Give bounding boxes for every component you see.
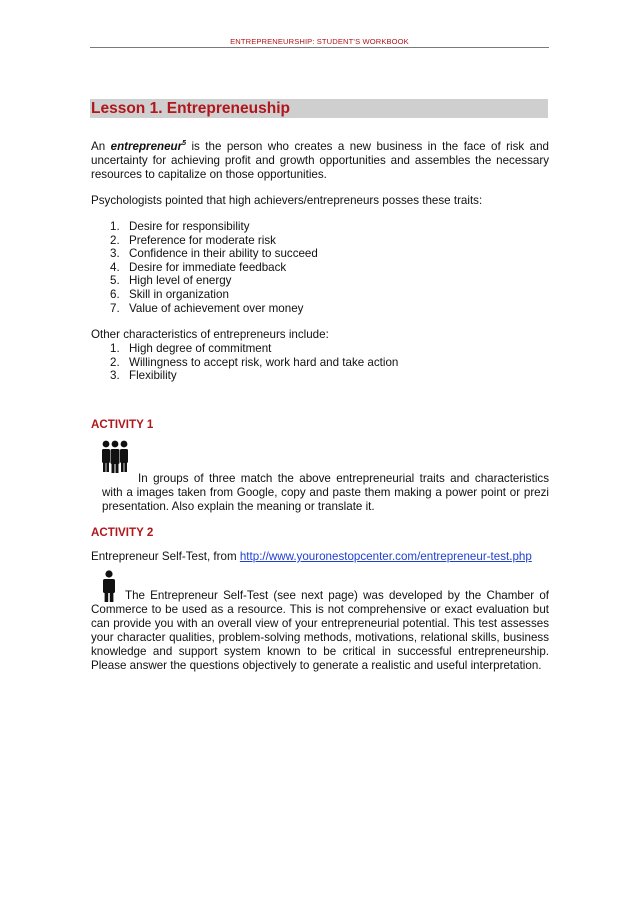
source-prefix: Entrepreneur Self-Test, from <box>91 550 237 563</box>
list-item: 5. High level of energy <box>110 274 232 288</box>
list-item: 4. Desire for immediate feedback <box>110 260 287 274</box>
list-item: 3. Confidence in their ability to succeed <box>110 247 318 261</box>
intro-definition: is the person who creates a new business in the face of risk and uncertainty for achieving profit and growth opportunities and assembles the necessary resources to capitalize on those opportunities. <box>91 140 549 181</box>
lesson-title: Lesson 1. Entrepreneuship <box>90 99 548 118</box>
activity-1-heading: ACTIVITY 1 <box>91 418 154 431</box>
list-item: 2. Preference for moderate risk <box>110 233 276 247</box>
activity-2-text: The Entrepreneur Self-Test (see next page) was developed by the Chamber of Commerce to be used as a resource. This is not comprehensive or exact evaluation but can provide you with an overall view of your entrepreneurial potential. This test assesses your character qualities, problem-solving methods, motivations, relational skills, business knowledge and support system known to be critical in successful entrepreneurship. Please answer the questions objectively to generate a realistic and useful interpretation. <box>91 589 549 672</box>
source-link[interactable]: http://www.youronestopcenter.com/entrepreneur-test.php <box>239 550 532 563</box>
footnote-mark: 5 <box>182 140 187 147</box>
list-item: 7. Value of achievement over money <box>110 301 304 315</box>
traits-list <box>110 220 318 315</box>
activity-2-heading: ACTIVITY 2 <box>91 526 154 539</box>
entrepreneur-term: entrepreneur <box>110 140 183 153</box>
list-item: 2. Willingness to accept risk, work hard and take action <box>110 355 399 369</box>
header-rule <box>90 47 549 48</box>
running-header: ENTREPRENEURSHIP: STUDENT’S WORKBOOK <box>230 37 409 46</box>
intro-paragraph <box>91 140 549 182</box>
other-characteristics-list <box>110 342 398 383</box>
list-item: 3. Flexibility <box>110 369 177 383</box>
activity-2-source <box>91 550 549 564</box>
intro-prefix: An <box>91 140 106 153</box>
list-item: 1. High degree of commitment <box>110 342 272 355</box>
traits-lead: Psychologists pointed that high achievers/entrepreneurs posses these traits: <box>91 194 483 207</box>
activity-1-text: In groups of three match the above entrepreneurial traits and characteristics with a images taken from Google, copy and paste them making a power point or prezi presentation. Also explain the meaning or translate it. <box>102 472 549 513</box>
other-lead: Other characteristics of entrepreneurs include: <box>91 328 329 341</box>
list-item: 6. Skill in organization <box>110 287 229 301</box>
list-item: 1. Desire for responsibility <box>110 220 250 233</box>
group-icon <box>101 440 129 473</box>
